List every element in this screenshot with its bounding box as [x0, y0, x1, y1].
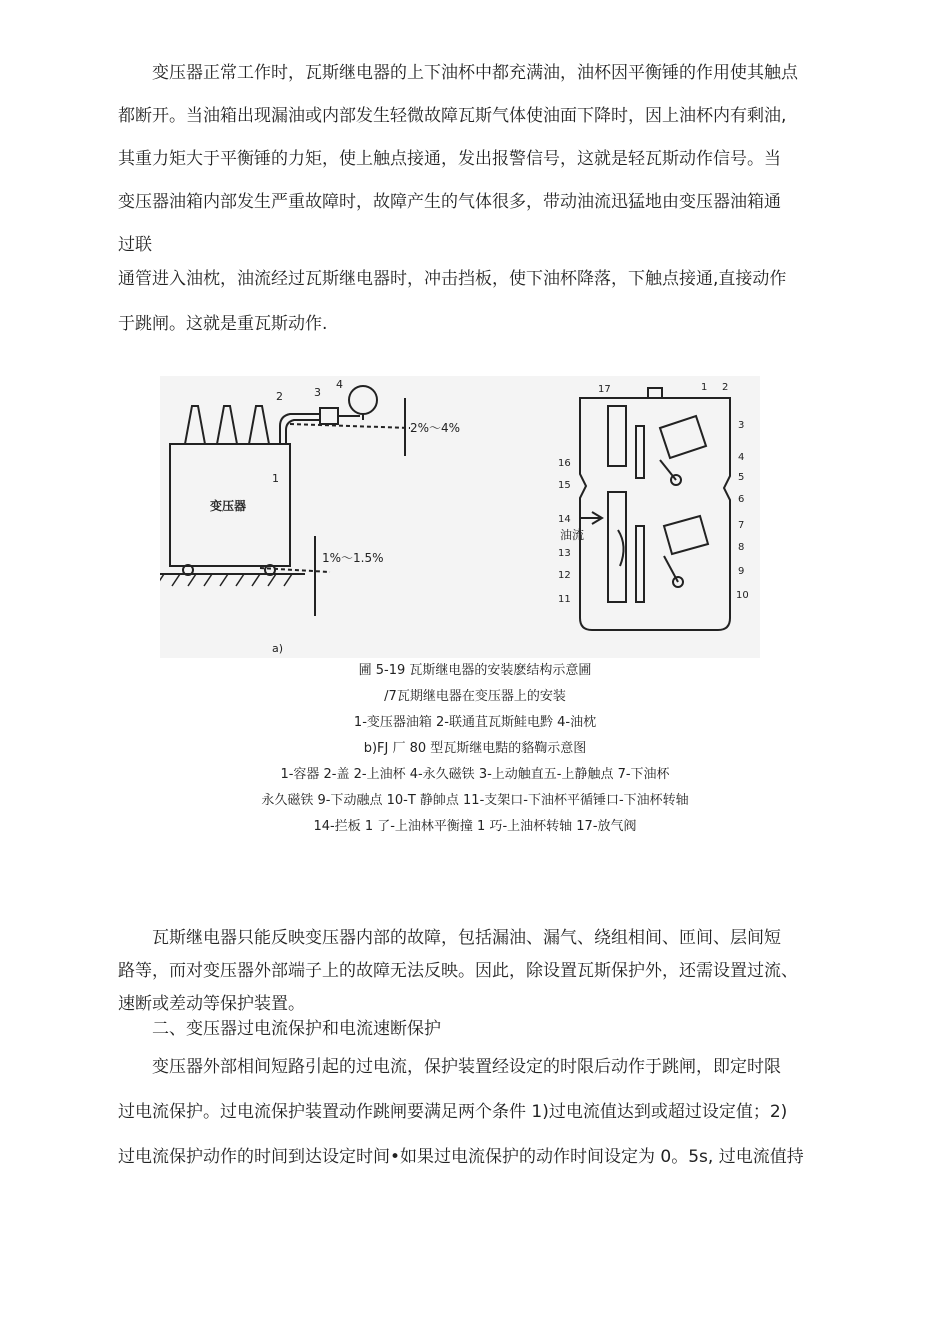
text-line: 其重力矩大于平衡锤的力矩，使上触点接通，发出报警信号，这就是轻瓦斯动作信号。当: [118, 149, 781, 169]
paragraph-heavy-gas-action: [118, 257, 838, 347]
label-b-14: 14: [558, 514, 571, 525]
label-b-12: 12: [558, 570, 571, 581]
label-num-2: 2: [276, 390, 283, 403]
label-b-5: 5: [738, 472, 745, 483]
caption-line: b)FJ 厂 80 型瓦斯继电黠的貉鞫示意图: [363, 741, 587, 756]
label-b-10: 10: [736, 590, 749, 601]
caption-line: 14-拦板 1 了-上油林平衡撞 1 巧-上油杯转轴 17-放气阀: [313, 819, 637, 834]
oil-flow-label: 油流: [560, 528, 585, 542]
text-line: 变压器油箱内部发生严重故障时，故障产生的气体很多，带动油流迅猛地由变压器油箱通: [118, 192, 781, 212]
caption-line: 永久磁铁 9-下动融点 10-T 静帥点 11-支架口-下油杯平循锤口-下油杯转轴: [261, 793, 689, 808]
paragraph-gas-relay-limits: [118, 922, 838, 1021]
slope-top-label: 2%～4%: [410, 421, 461, 435]
figure-caption: [160, 658, 790, 840]
paragraph-gas-relay-operation: [118, 52, 838, 267]
transformer-label: 变压器: [210, 499, 247, 513]
label-b-2: 2: [722, 382, 729, 393]
label-b-1: 1: [701, 382, 708, 393]
label-b-15: 15: [558, 480, 571, 491]
section-heading: 二、变压器过电流保护和电流速断保护: [152, 1019, 441, 1039]
caption-line: 圃 5-19 瓦斯继电器的安装麽结构示意圃: [358, 663, 592, 678]
text-line: 过电流保护。过电流保护装置动作跳闸要满足两个条件 1)过电流值达到或超过设定值；2): [118, 1102, 788, 1122]
text-line: 都断开。当油箱出现漏油或内部发生轻微故障瓦斯气体使油面下降时，因上油杯内有剩油,: [118, 106, 787, 126]
text-line: 变压器外部相间短路引起的过电流，保护装置经设定的时限后动作于跳闸，即定时限: [152, 1057, 781, 1077]
figure-gas-relay-drawing: [160, 376, 760, 658]
figure-background: [160, 376, 760, 658]
text-line: 瓦斯继电器只能反映变压器内部的故障，包括漏油、漏气、绕组相间、匝间、层间短: [152, 928, 781, 948]
label-b-11: 11: [558, 594, 571, 605]
label-b-6: 6: [738, 494, 745, 505]
label-num-3: 3: [314, 386, 321, 399]
label-b-16: 16: [558, 458, 571, 469]
label-num-1: 1: [272, 472, 279, 485]
paragraph-overcurrent-protection: [118, 1045, 838, 1180]
text-line: 速断或差动等保护装置。: [118, 994, 305, 1014]
label-b-4: 4: [738, 452, 745, 463]
label-b-9: 9: [738, 566, 745, 577]
label-num-4: 4: [336, 378, 343, 391]
label-b-17: 17: [598, 384, 611, 395]
text-line: 路等，而对变压器外部端子上的故障无法反映。因此，除设置瓦斯保护外，还需设置过流、: [118, 961, 798, 981]
caption-line: 1-变压器油箱 2-联通苴瓦斯鲑电黔 4-油枕: [353, 715, 597, 730]
text-line: 通管进入油枕，油流经过瓦斯继电器时，冲击挡板，使下油杯降落，下触点接通,直接动作: [118, 269, 787, 289]
label-b-13: 13: [558, 548, 571, 559]
figure-gas-relay: [160, 376, 760, 658]
caption-line: /7瓦期继电器在变压器上的安装: [384, 689, 566, 704]
caption-line: 1-容器 2-盖 2-上油杯 4-永久磁铁 3-上动触直五-上静触点 7-下油杯: [280, 767, 670, 782]
text-line: 变压器正常工作时，瓦斯继电器的上下油杯中都充满油，油杯因平衡锤的作用使其触点: [152, 63, 798, 83]
text-line: 过联: [118, 235, 152, 255]
label-b-3: 3: [738, 420, 745, 431]
figure-a-sublabel: a): [272, 642, 284, 655]
text-line: 于跳闸。这就是重瓦斯动作.: [118, 314, 328, 334]
label-b-8: 8: [738, 542, 745, 553]
slope-bottom-label: 1%～1.5%: [322, 551, 384, 565]
label-b-7: 7: [738, 520, 745, 531]
text-line: 过电流保护动作的时间到达设定时间•如果过电流保护的动作时间设定为 0。5s, 过电流值持: [118, 1147, 804, 1167]
